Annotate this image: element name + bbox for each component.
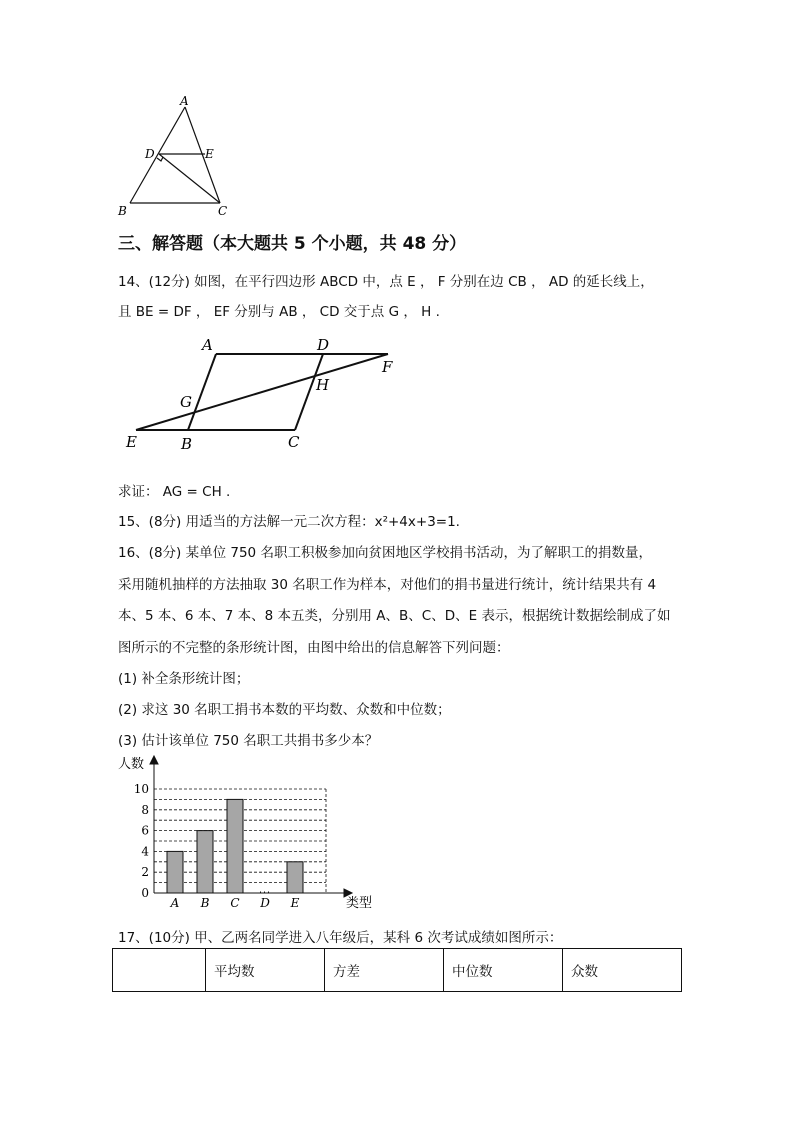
right-angle-mark — [157, 157, 163, 161]
table-header-variance: 方差 — [325, 949, 444, 992]
label-c: C — [288, 433, 300, 451]
x-tick-label: A — [170, 896, 180, 910]
table-header-mean: 平均数 — [206, 949, 325, 992]
parallelogram-figure — [118, 332, 418, 457]
x-axis-title: 类型 — [346, 896, 373, 911]
label-b: B — [118, 204, 127, 218]
label-h: H — [316, 376, 330, 394]
q16-line2: 采用随机抽样的方法抽取 30 名职工作为样本，对他们的捐书量进行统计，统计结果共有 4 — [118, 577, 657, 593]
x-tick-label: B — [200, 896, 210, 910]
bar-chart — [110, 752, 400, 912]
q16-line3: 本、5 本、6 本、7 本、8 本五类，分别用 A、B、C、D、E 表示，根据统计数据绘制成了如 — [118, 608, 671, 624]
q17-line1: 17、(10分) 甲、乙两名同学进入八年级后，某科 6 次考试成绩如图所示： — [118, 930, 563, 946]
section-title: 三、解答题（本大题共 5 个小题，共 48 分） — [118, 234, 467, 254]
table-header-mode: 众数 — [563, 949, 682, 992]
q16-line4: 图所示的不完整的条形统计图，由图中给出的信息解答下列问题： — [118, 640, 510, 656]
label-b: B — [181, 435, 193, 453]
side-ab — [130, 107, 185, 203]
q14-line2: 且 BE = DF ， EF 分别与 AB ， CD 交于点 G ， H . — [118, 304, 440, 320]
y-tick-label: 2 — [141, 865, 149, 880]
table-header-median: 中位数 — [444, 949, 563, 992]
q14-line1: 14、(12分) 如图，在平行四边形 ABCD 中，点 E ， F 分别在边 CB ， AD 的延长线上， — [118, 274, 654, 290]
triangle-figure — [110, 95, 250, 225]
y-axis-title: 人数 — [118, 757, 145, 772]
q16-sub3: (3) 估计该单位 750 名职工共捐书多少本？ — [118, 733, 379, 749]
label-f: F — [382, 358, 393, 376]
side-ab — [188, 354, 216, 430]
y-tick-label: 0 — [141, 886, 149, 900]
bar-C — [227, 799, 243, 893]
y-tick-label: 10 — [133, 782, 149, 796]
bar-B — [197, 831, 213, 893]
segment-ef — [136, 354, 388, 430]
y-tick-label: 4 — [141, 844, 149, 859]
q16-sub2: (2) 求这 30 名职工捐书本数的平均数、众数和中位数； — [118, 702, 451, 718]
table-header-empty — [113, 949, 206, 992]
label-e: E — [126, 433, 137, 451]
label-a: A — [180, 95, 189, 108]
q15: 15、(8分) 用适当的方法解一元二次方程：x²+4x+3=1. — [118, 514, 460, 530]
y-tick-label: 8 — [141, 802, 149, 817]
label-g: G — [180, 393, 192, 411]
y-axis-arrow — [150, 756, 158, 764]
label-c: C — [218, 204, 228, 218]
label-e: E — [205, 147, 214, 161]
label-a: A — [202, 336, 213, 354]
label-d: D — [145, 147, 155, 161]
x-tick-label: C — [230, 896, 240, 910]
y-tick-label: 6 — [141, 823, 149, 838]
x-tick-label: D — [260, 896, 270, 910]
bar-E — [287, 862, 303, 893]
q14-prove: 求证： AG = CH . — [118, 484, 231, 500]
q16-line1: 16、(8分) 某单位 750 名职工积极参加向贫困地区学校捐书活动，为了解职工的捐数量， — [118, 545, 652, 561]
x-tick-label: E — [290, 896, 300, 910]
bar-A — [167, 851, 183, 893]
score-table — [112, 948, 682, 992]
label-d: D — [317, 336, 330, 354]
q16-sub1: (1) 补全条形统计图； — [118, 671, 250, 687]
table-header-row — [113, 949, 682, 992]
